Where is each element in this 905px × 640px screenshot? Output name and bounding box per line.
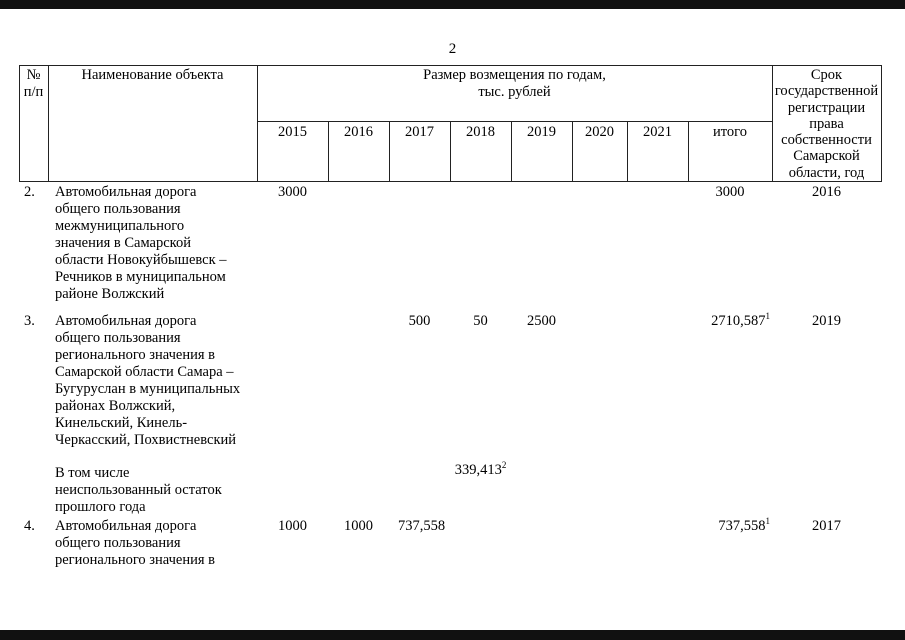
row-registration-year: 2019 <box>812 313 841 329</box>
header-number: № п/п <box>23 67 44 100</box>
footnote-marker: 1 <box>765 311 770 322</box>
footnote-marker: 1 <box>765 516 770 527</box>
table-top-border <box>19 65 882 66</box>
row-registration-year: 2016 <box>812 184 841 200</box>
row-value-2015: 3000 <box>278 184 307 200</box>
row-total: 737,558$^1$ <box>718 516 770 534</box>
header-year-2019: 2019 <box>527 124 556 140</box>
row-object-name: Автомобильная дорога общего пользования межмуниципального значения в Самарской области Новокуйбышевск – Речников в муниципальном районе Волжский <box>55 184 227 302</box>
row-value-2017: 737,558 <box>398 518 446 534</box>
row-registration-year: 2017 <box>812 518 841 534</box>
header-total: итого <box>713 124 747 140</box>
row-object-name: Автомобильная дорога общего пользования регионального значения в <box>55 518 216 568</box>
header-year-2018: 2018 <box>466 124 495 140</box>
row-value-2017: 500 <box>408 313 431 329</box>
row-number: 2. <box>24 184 35 200</box>
header-year-2021: 2021 <box>643 124 672 140</box>
row-value-2016: 1000 <box>344 518 373 534</box>
years-subheader-line <box>257 121 772 122</box>
header-year-2015: 2015 <box>278 124 307 140</box>
row-value-2018: 50 <box>473 313 488 329</box>
header-year-2020: 2020 <box>585 124 614 140</box>
row-number: 4. <box>24 518 35 534</box>
top-scan-border <box>0 0 905 9</box>
footnote-marker: 2 <box>501 460 507 471</box>
row-value-2015: 1000 <box>278 518 307 534</box>
col-border <box>881 65 882 182</box>
row-subitem-name: В том числе неиспользованный остаток прошлого года <box>55 465 222 515</box>
row-total: 2710,587$^1$ <box>711 311 770 329</box>
header-year-2016: 2016 <box>344 124 373 140</box>
row-subitem-value-2018: 339,413$^2$ <box>454 460 507 478</box>
bottom-scan-border <box>0 630 905 640</box>
header-object-name: Наименование объекта <box>81 67 224 83</box>
header-year-2017: 2017 <box>405 124 434 140</box>
row-total: 3000 <box>715 184 745 200</box>
header-compensation-amount: Размер возмещения по годам, тыс. рублей <box>423 67 606 100</box>
row-object-name: Автомобильная дорога общего пользования регионального значения в Самарской области Самара – Бугуруслан в муниципальных районах Волжский, Кинельский, Кинель- Черкасский, Похвистневский <box>55 313 241 448</box>
row-number: 3. <box>24 313 35 329</box>
row-value-2019: 2500 <box>527 313 556 329</box>
header-registration-term: Срок государственной регистрации права собственности Самарской области, год <box>774 67 879 181</box>
page-number: 2 <box>448 41 457 57</box>
